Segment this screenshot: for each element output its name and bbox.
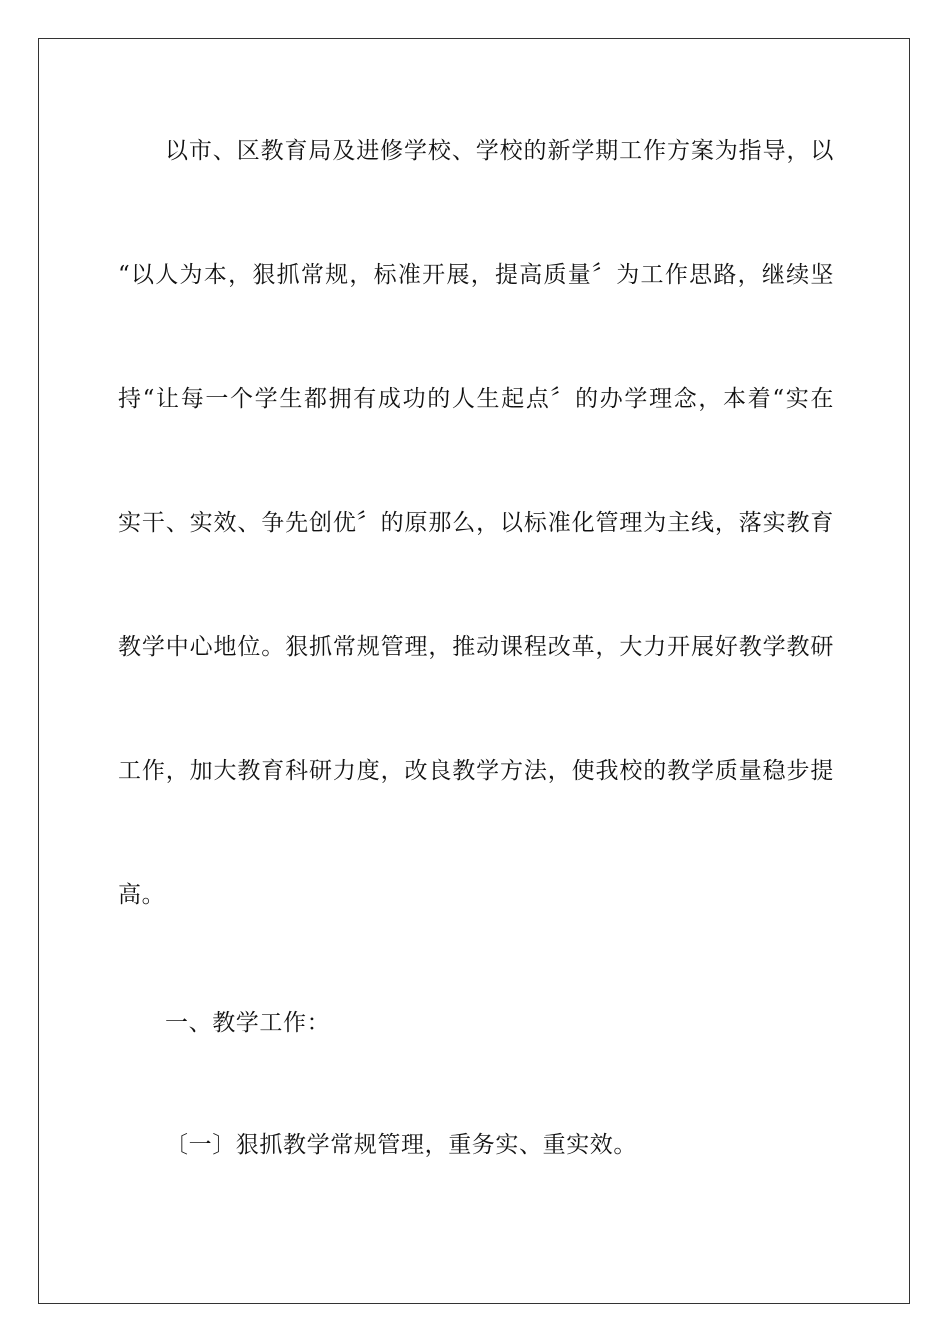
paragraph-line: 以市、区教育局及进修学校、学校的新学期工作方案为指导，以 — [165, 138, 834, 164]
paragraph-line: 高。 — [118, 882, 166, 908]
paragraph-line: “以人为本，狠抓常规，标准开展，提高质量〞为工作思路，继续坚 — [118, 262, 834, 288]
paragraph-line: 实干、实效、争先创优〞的原那么，以标准化管理为主线，落实教育 — [118, 510, 834, 536]
paragraph-line: 持“让每一个学生都拥有成功的人生起点〞的办学理念，本着“实在 — [118, 386, 834, 412]
section-heading: 一、教学工作： — [165, 1010, 331, 1036]
paragraph-line: 教学中心地位。狠抓常规管理，推动课程改革，大力开展好教学教研 — [118, 634, 834, 660]
subsection-heading: 〔一〕狠抓教学常规管理，重务实、重实效。 — [165, 1132, 637, 1158]
paragraph-line: 工作，加大教育科研力度，改良教学方法，使我校的教学质量稳步提 — [118, 758, 834, 784]
page-border — [38, 38, 910, 1304]
